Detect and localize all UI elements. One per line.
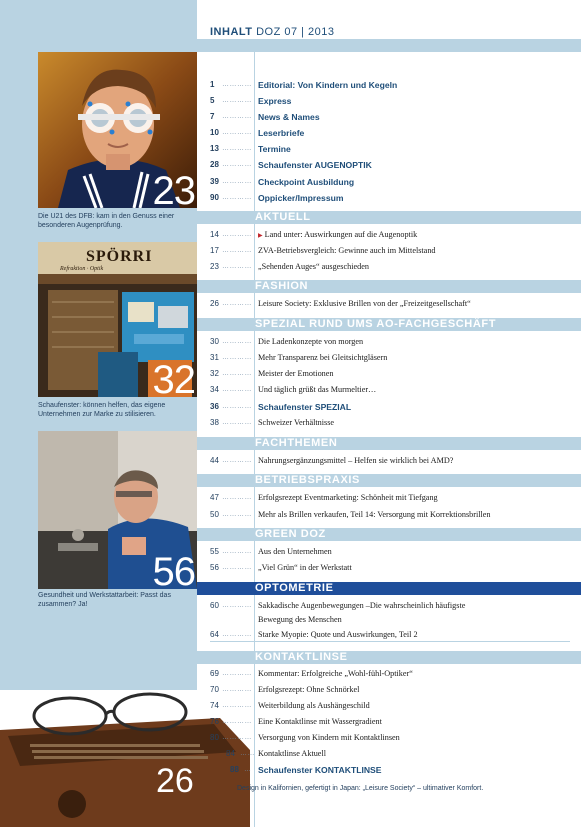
toc-page: 39 bbox=[210, 177, 219, 186]
toc-leader: ………… bbox=[222, 354, 252, 361]
toc-title: ZVA-Betriebsvergleich: Gewinne auch im Mittelstand bbox=[258, 246, 436, 255]
toc-page: 56 bbox=[210, 563, 219, 572]
toc-title: Kontaktlinse Aktuell bbox=[258, 749, 326, 758]
toc-title: Oppicker/Impressum bbox=[258, 193, 344, 203]
toc-leader: ………… bbox=[222, 403, 252, 410]
toc-page: 76 bbox=[210, 717, 219, 726]
toc-leader: ………… bbox=[222, 419, 252, 426]
toc-page: 32 bbox=[210, 369, 219, 378]
section-heading-kontaktlinse: KONTAKTLINSE bbox=[197, 651, 581, 664]
toc-leader: ………… bbox=[222, 129, 252, 136]
toc-title: Editorial: Von Kindern und Kegeln bbox=[258, 80, 398, 90]
toc-entry[interactable] bbox=[210, 335, 570, 349]
toc-page: 30 bbox=[210, 337, 219, 346]
photo-caption: Die U21 des DFB: kam in den Genuss einer besonderen Augenprüfung. bbox=[38, 213, 175, 229]
toc-title: Meister der Emotionen bbox=[258, 369, 334, 378]
toc-page: 36 bbox=[210, 402, 219, 411]
toc-title: Leserbriefe bbox=[258, 128, 305, 138]
photo-caption: Gesundheit und Werkstattarbeit: Passt das zusammen? Ja! bbox=[38, 592, 171, 608]
toc-title: Kommentar: Erfolgreiche „Wohl-fühl-Optiker“ bbox=[258, 669, 413, 678]
section-heading-aktuell: AKTUELL bbox=[197, 211, 581, 224]
toc-entry[interactable] bbox=[210, 763, 570, 777]
page-number-badge: 26 bbox=[156, 762, 194, 800]
section-heading-spezial: SPEZIAL RUND UMS AO-FACHGESCHÄFT bbox=[197, 318, 581, 331]
toc-title: Schweizer Verhältnisse bbox=[258, 418, 335, 427]
toc-title: „Sehenden Auges“ ausgeschieden bbox=[258, 262, 369, 271]
toc-title: Mehr als Brillen verkaufen, Teil 14: Versorgung mit Korrektionsbrillen bbox=[258, 510, 491, 519]
page-number-badge: 56 bbox=[152, 550, 195, 589]
toc-page: 60 bbox=[210, 601, 219, 610]
header-rule bbox=[197, 39, 581, 52]
toc-leader: ………… bbox=[222, 370, 252, 377]
arrow-right-icon: ▶ bbox=[258, 233, 263, 239]
toc-entry[interactable] bbox=[210, 367, 570, 381]
toc-leader: ………… bbox=[222, 670, 252, 677]
toc-title: Nahrungsergänzungsmittel – Helfen sie wirklich bei AMD? bbox=[258, 456, 454, 465]
toc-entry[interactable] bbox=[210, 351, 570, 365]
toc-page: 84 bbox=[226, 749, 235, 758]
toc-page: 10 bbox=[210, 128, 219, 137]
toc-leader: ………… bbox=[222, 386, 252, 393]
toc-page: 31 bbox=[210, 353, 219, 362]
toc-entry[interactable] bbox=[210, 747, 570, 761]
toc-leader: ………… bbox=[222, 457, 252, 464]
toc-entry[interactable] bbox=[210, 545, 570, 559]
toc-page: 70 bbox=[210, 685, 219, 694]
toc-title: Erfolgsrezept: Ohne Schnörkel bbox=[258, 685, 360, 694]
toc-page: 7 bbox=[210, 112, 215, 121]
toc-page: 5 bbox=[210, 96, 215, 105]
toc-entry[interactable] bbox=[210, 508, 570, 522]
toc-entry[interactable] bbox=[210, 416, 570, 430]
toc-title: „Viel Grün“ in der Werkstatt bbox=[258, 563, 352, 572]
toc-page: 34 bbox=[210, 385, 219, 394]
toc-entry[interactable] bbox=[210, 400, 570, 414]
toc-page: 90 bbox=[210, 193, 219, 202]
toc-title: Mehr Transparenz bei Gleitsichtgläsern bbox=[258, 353, 388, 362]
toc-entry[interactable] bbox=[210, 244, 570, 258]
toc-page: 14 bbox=[210, 230, 219, 239]
toc-title: Leisure Society: Exklusive Brillen von der „Freizeitgesellschaft“ bbox=[258, 299, 471, 308]
header-issue: DOZ 07 | 2013 bbox=[256, 26, 335, 38]
toc-title: Aus den Unternehmen bbox=[258, 547, 332, 556]
section-heading-fashion: FASHION bbox=[197, 280, 581, 293]
toc-entry[interactable] bbox=[210, 110, 570, 124]
toc-page: 26 bbox=[210, 299, 219, 308]
toc-entry[interactable] bbox=[210, 454, 570, 468]
toc-entry[interactable] bbox=[210, 491, 570, 505]
toc-title: Weiterbildung als Aushängeschild bbox=[258, 701, 370, 710]
toc-page: 17 bbox=[210, 246, 219, 255]
toc-leader: ………… bbox=[222, 194, 252, 201]
toc-leader: ………… bbox=[222, 178, 252, 185]
toc-title: Erfolgsrezept Eventmarketing: Schönheit mit Tiefgang bbox=[258, 493, 438, 502]
toc-entry[interactable] bbox=[210, 667, 570, 681]
toc-leader: ………… bbox=[222, 718, 252, 725]
header-label: INHALT bbox=[210, 26, 253, 38]
page-number-badge: 32 bbox=[152, 358, 195, 397]
toc-leader: ………… bbox=[222, 247, 252, 254]
photo-shop-window[interactable] bbox=[38, 242, 197, 397]
toc-leader: ………… bbox=[222, 686, 252, 693]
toc-title: Versorgung von Kindern mit Kontaktlinsen bbox=[258, 733, 400, 742]
toc-title: Sakkadische Augenbewegungen –Die wahrscheinlich häufigste bbox=[258, 601, 466, 610]
toc-entry[interactable] bbox=[210, 142, 570, 156]
toc-leader: ………… bbox=[222, 113, 252, 120]
photo-caption: Schaufenster: können helfen, das eigene Unternehmen zur Marke zu stilisieren. bbox=[38, 402, 166, 418]
toc-entry[interactable] bbox=[210, 126, 570, 140]
toc-entry[interactable] bbox=[210, 683, 570, 697]
toc-title: Eine Kontaktlinse mit Wassergradient bbox=[258, 717, 382, 726]
toc-entry[interactable] bbox=[210, 94, 570, 108]
toc-page: 38 bbox=[210, 418, 219, 427]
section-heading-green-doz: GREEN DOZ bbox=[197, 528, 581, 541]
toc-leader: ………… bbox=[222, 602, 252, 609]
toc-title: ▶ Land unter: Auswirkungen auf die Augenoptik bbox=[258, 230, 418, 239]
toc-title: News & Names bbox=[258, 112, 320, 122]
toc-page: 28 bbox=[210, 160, 219, 169]
toc-leader: ………… bbox=[222, 263, 252, 270]
photo-workshop[interactable] bbox=[38, 431, 197, 589]
toc-entry[interactable] bbox=[210, 699, 570, 713]
toc-page: 47 bbox=[210, 493, 219, 502]
toc-title: Schaufenster SPEZIAL bbox=[258, 402, 352, 412]
toc-title: Termine bbox=[258, 144, 291, 154]
toc-leader: ………… bbox=[222, 631, 252, 638]
section-heading-optometrie: OPTOMETRIE bbox=[197, 582, 581, 595]
toc-entry[interactable] bbox=[210, 260, 570, 274]
toc-page: 80 bbox=[210, 733, 219, 742]
toc-page: 55 bbox=[210, 547, 219, 556]
toc-entry[interactable] bbox=[210, 78, 570, 92]
toc-entry[interactable] bbox=[210, 297, 570, 311]
toc-entry[interactable] bbox=[210, 628, 570, 642]
toc-leader: … bbox=[244, 766, 252, 773]
toc-entry[interactable] bbox=[210, 158, 570, 172]
photo-eye-test[interactable] bbox=[38, 52, 197, 208]
toc-page: 50 bbox=[210, 510, 219, 519]
section-heading-fachthemen: FACHTHEMEN bbox=[197, 437, 581, 450]
photo-caption: Design in Kalifornien, gefertigt in Japan: „Leisure Society“ – ultimativer Komfort. bbox=[237, 785, 484, 792]
toc-title: Checkpoint Ausbildung bbox=[258, 177, 355, 187]
page-number-badge: 23 bbox=[152, 169, 195, 208]
shop-sign-subline: Refraktion · Optik bbox=[60, 266, 104, 272]
toc-page: 69 bbox=[210, 669, 219, 678]
toc-entry[interactable] bbox=[210, 731, 570, 745]
toc-entry-continuation[interactable] bbox=[210, 613, 570, 627]
toc-entry[interactable] bbox=[210, 228, 570, 242]
toc-page: 13 bbox=[210, 144, 219, 153]
toc-entry[interactable] bbox=[210, 191, 570, 205]
toc-title: Schaufenster KONTAKTLINSE bbox=[258, 765, 382, 775]
toc-title: Die Ladenkonzepte von morgen bbox=[258, 337, 364, 346]
toc-leader: ………… bbox=[222, 300, 252, 307]
toc-leader: ………… bbox=[222, 145, 252, 152]
toc-page: 44 bbox=[210, 456, 219, 465]
toc-leader: ………… bbox=[222, 702, 252, 709]
contents-header bbox=[210, 26, 335, 38]
section-heading-betriebspraxis: BETRIEBSPRAXIS bbox=[197, 474, 581, 487]
toc-leader: ………… bbox=[222, 97, 252, 104]
toc-leader: ………… bbox=[222, 231, 252, 238]
toc-leader: ………… bbox=[222, 511, 252, 518]
toc-page: 1 bbox=[210, 80, 215, 89]
toc-entry[interactable] bbox=[210, 383, 570, 397]
toc-leader: ………… bbox=[222, 494, 252, 501]
toc-leader: ………… bbox=[222, 81, 252, 88]
toc-title: Starke Myopie: Quote und Auswirkungen, Teil 2 bbox=[258, 630, 418, 639]
toc-title: Express bbox=[258, 96, 292, 106]
toc-leader: ………… bbox=[222, 338, 252, 345]
toc-page: 23 bbox=[210, 262, 219, 271]
toc-entry[interactable] bbox=[210, 715, 570, 729]
shop-sign: SPÖRRI bbox=[86, 248, 153, 265]
toc-leader: ………… bbox=[222, 161, 252, 168]
toc-entry[interactable] bbox=[210, 561, 570, 575]
toc-page: 64 bbox=[210, 630, 219, 639]
toc-entry[interactable] bbox=[210, 175, 570, 189]
toc-title: Schaufenster AUGENOPTIK bbox=[258, 160, 372, 170]
toc-leader: ………… bbox=[222, 548, 252, 555]
toc-leader: ………… bbox=[222, 564, 252, 571]
toc-page: 88 bbox=[230, 765, 239, 774]
toc-page: 74 bbox=[210, 701, 219, 710]
toc-title: Bewegung des Menschen bbox=[258, 615, 342, 624]
toc-leader: ………… bbox=[222, 734, 252, 741]
toc-title: Und täglich grüßt das Murmeltier… bbox=[258, 385, 377, 394]
toc-leader: …… bbox=[240, 750, 255, 757]
toc-entry[interactable] bbox=[210, 599, 570, 613]
